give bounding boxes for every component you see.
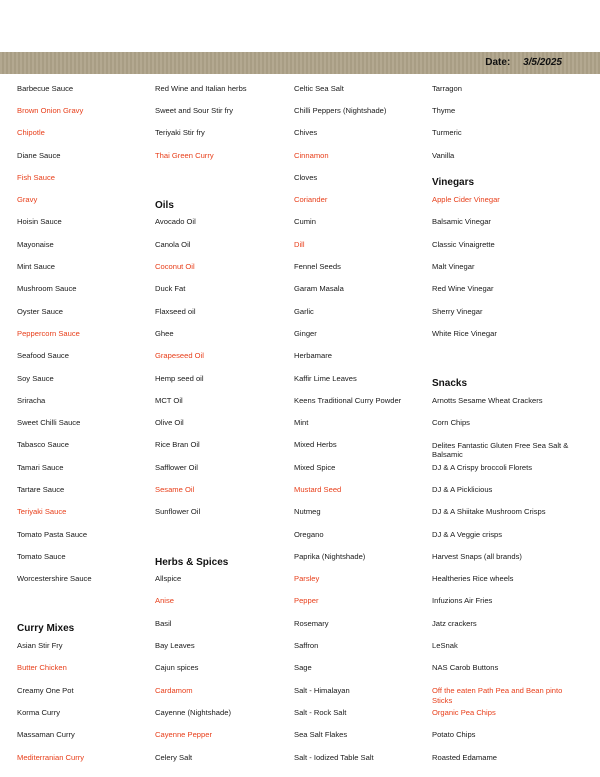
list-item: Bay Leaves (155, 641, 195, 651)
list-item: Celtic Sea Salt (294, 83, 344, 93)
list-item: MCT Oil (155, 395, 183, 405)
section-heading: Herbs & Spices (155, 556, 229, 568)
list-item: Healtheries Rice wheels (432, 574, 514, 584)
list-item: Creamy One Pot (17, 685, 74, 695)
list-item: Mayonaise (17, 239, 54, 249)
list-item: Sunflower Oil (155, 507, 201, 517)
list-item: Diane Sauce (17, 150, 61, 160)
list-item: Vanilla (432, 150, 455, 160)
list-item: Cayenne (Nightshade) (155, 707, 231, 717)
list-item: Sage (294, 663, 312, 673)
section-heading: Oils (155, 199, 174, 211)
list-item: Tomato Sauce (17, 551, 66, 561)
list-item: Hoisin Sauce (17, 217, 62, 227)
list-item: Ghee (155, 328, 174, 338)
list-item: NAS Carob Buttons (432, 663, 499, 673)
list-item: Thyme (432, 105, 456, 115)
list-item: DJ & A Shiitake Mushroom Crisps (432, 507, 546, 517)
list-item: Asian Stir Fry (17, 641, 63, 651)
list-item-highlighted: Mediterranian Curry (17, 752, 85, 762)
list-item: DJ & A Picklicious (432, 484, 493, 494)
list-item: Saffron (294, 641, 319, 651)
list-item-highlighted: Cinnamon (294, 150, 329, 160)
list-item: Sherry Vinegar (432, 306, 483, 316)
list-item-highlighted: Thai Green Curry (155, 150, 214, 160)
list-item: Salt - Rock Salt (294, 707, 347, 717)
list-column-1 (17, 77, 157, 768)
list-item: Herbamare (294, 351, 332, 361)
list-item: Keens Traditional Curry Powder (294, 395, 402, 405)
list-item-highlighted: Grapeseed Oil (155, 351, 204, 361)
blank-row (155, 166, 295, 188)
list-item-highlighted: Teriyaki Sauce (17, 507, 67, 517)
list-item: Chilli Peppers (Nightshade) (294, 105, 387, 115)
list-item: Nutmeg (294, 507, 321, 517)
list-item-highlighted: Organic Pea Chips (432, 707, 496, 717)
list-item-highlighted: Coconut Oil (155, 262, 195, 272)
list-item: Mushroom Sauce (17, 284, 77, 294)
date-value: 3/5/2025 (523, 57, 562, 68)
list-item: Tamari Sauce (17, 462, 64, 472)
list-item: Rice Bran Oil (155, 440, 200, 450)
list-item: Duck Fat (155, 284, 186, 294)
list-item: Safflower Oil (155, 462, 198, 472)
list-item: Oregano (294, 529, 324, 539)
list-item: Corn Chips (432, 418, 470, 428)
list-item: Malt Vinegar (432, 262, 475, 272)
list-item-highlighted: Gravy (17, 195, 38, 205)
list-item: Delites Fantastic Gluten Free Sea Salt & Balsamic (432, 440, 569, 460)
list-item-highlighted: Anise (155, 596, 174, 606)
list-item: Sriracha (17, 395, 46, 405)
list-item: Seafood Sauce (17, 351, 69, 361)
list-item: Balsamic Vinegar (432, 217, 491, 227)
list-item-highlighted: Cayenne Pepper (155, 730, 212, 740)
list-item: Tarragon (432, 83, 462, 93)
list-item-highlighted: Pepper (294, 596, 319, 606)
list-item: Red Wine and Italian herbs (155, 83, 247, 93)
list-item: Mixed Herbs (294, 440, 337, 450)
list-item: DJ & A Crispy broccoli Florets (432, 462, 533, 472)
list-item: Korma Curry (17, 707, 61, 717)
list-item-highlighted: Peppercorn Sauce (17, 328, 80, 338)
list-item: Massaman Curry (17, 730, 75, 740)
list-item: DJ & A Veggie crisps (432, 529, 503, 539)
list-item: Canola Oil (155, 239, 191, 249)
list-item: Roasted Edamame (432, 752, 498, 762)
list-item: Tomato Pasta Sauce (17, 529, 88, 539)
section-heading: Curry Mixes (17, 623, 75, 635)
list-item-highlighted: Butter Chicken (17, 663, 67, 673)
list-item: Fennel Seeds (294, 262, 341, 272)
list-item: Mint Sauce (17, 262, 55, 272)
list-item: Sweet Chilli Sauce (17, 418, 81, 428)
list-item: Mint (294, 418, 309, 428)
list-item-highlighted: Parsley (294, 574, 320, 584)
list-item: Cloves (294, 172, 318, 182)
list-item: Chives (294, 128, 318, 138)
list-item: Harvest Snaps (all brands) (432, 551, 522, 561)
list-item: Paprika (Nightshade) (294, 551, 366, 561)
list-item: Cumin (294, 217, 316, 227)
list-item: Soy Sauce (17, 373, 54, 383)
list-item: Barbecue Sauce (17, 83, 74, 93)
list-item: Worcestershire Sauce (17, 574, 92, 584)
list-item: Garlic (294, 306, 314, 316)
list-item: Tabasco Sauce (17, 440, 69, 450)
list-item: Potato Chips (432, 730, 476, 740)
list-item: Allspice (155, 574, 182, 584)
header-bar (0, 52, 600, 74)
list-item: Arnotts Sesame Wheat Crackers (432, 395, 543, 405)
list-item: Rosemary (294, 618, 329, 628)
list-item: Infuzions Air Fries (432, 596, 493, 606)
section-heading: Vinegars (432, 177, 475, 189)
list-item: Hemp seed oil (155, 373, 204, 383)
list-item: Kaffir Lime Leaves (294, 373, 357, 383)
date-label: Date: (485, 57, 511, 68)
date-field (485, 52, 562, 74)
list-column-2 (155, 77, 295, 768)
list-item: Ginger (294, 328, 317, 338)
list-item: Oyster Sauce (17, 306, 64, 316)
list-item-highlighted: Sesame Oil (155, 484, 195, 494)
blank-row (432, 345, 572, 367)
list-item: Turmeric (432, 128, 462, 138)
list-item: Teriyaki Stir fry (155, 128, 205, 138)
list-item: Tartare Sauce (17, 484, 65, 494)
list-item: Salt - Iodized Table Salt (294, 752, 374, 762)
list-item: Olive Oil (155, 418, 184, 428)
list-column-3 (294, 77, 434, 768)
list-item: Flaxseed oil (155, 306, 196, 316)
list-item: Red Wine Vinegar (432, 284, 494, 294)
blank-row (155, 523, 295, 545)
list-item: Classic Vinaigrette (432, 239, 495, 249)
list-item: Celery Salt (155, 752, 193, 762)
list-item-highlighted: Chipotle (17, 128, 45, 138)
list-item: Cajun spices (155, 663, 199, 673)
list-item: Jatz crackers (432, 618, 477, 628)
list-item-highlighted: Fish Sauce (17, 172, 55, 182)
list-item: Garam Masala (294, 284, 344, 294)
section-heading: Snacks (432, 378, 468, 390)
list-item: Sweet and Sour Stir fry (155, 105, 234, 115)
list-item: Avocado Oil (155, 217, 196, 227)
blank-row (17, 590, 157, 612)
list-item-highlighted: Brown Onion Gravy (17, 105, 84, 115)
list-item-highlighted: Apple Cider Vinegar (432, 195, 500, 205)
list-item-highlighted: Off the eaten Path Pea and Bean pinto Sticks (432, 686, 563, 705)
list-item: Mixed Spice (294, 462, 336, 472)
list-item: White Rice Vinegar (432, 328, 497, 338)
list-item: LeSnak (432, 641, 458, 651)
list-item-highlighted: Mustard Seed (294, 484, 342, 494)
list-item-highlighted: Coriander (294, 195, 328, 205)
list-item-highlighted: Dill (294, 239, 305, 249)
list-item: Basil (155, 618, 172, 628)
list-column-4 (432, 77, 572, 768)
list-item: Salt - Himalayan (294, 685, 350, 695)
list-item: Sea Salt Flakes (294, 730, 348, 740)
list-item-highlighted: Cardamom (155, 685, 193, 695)
